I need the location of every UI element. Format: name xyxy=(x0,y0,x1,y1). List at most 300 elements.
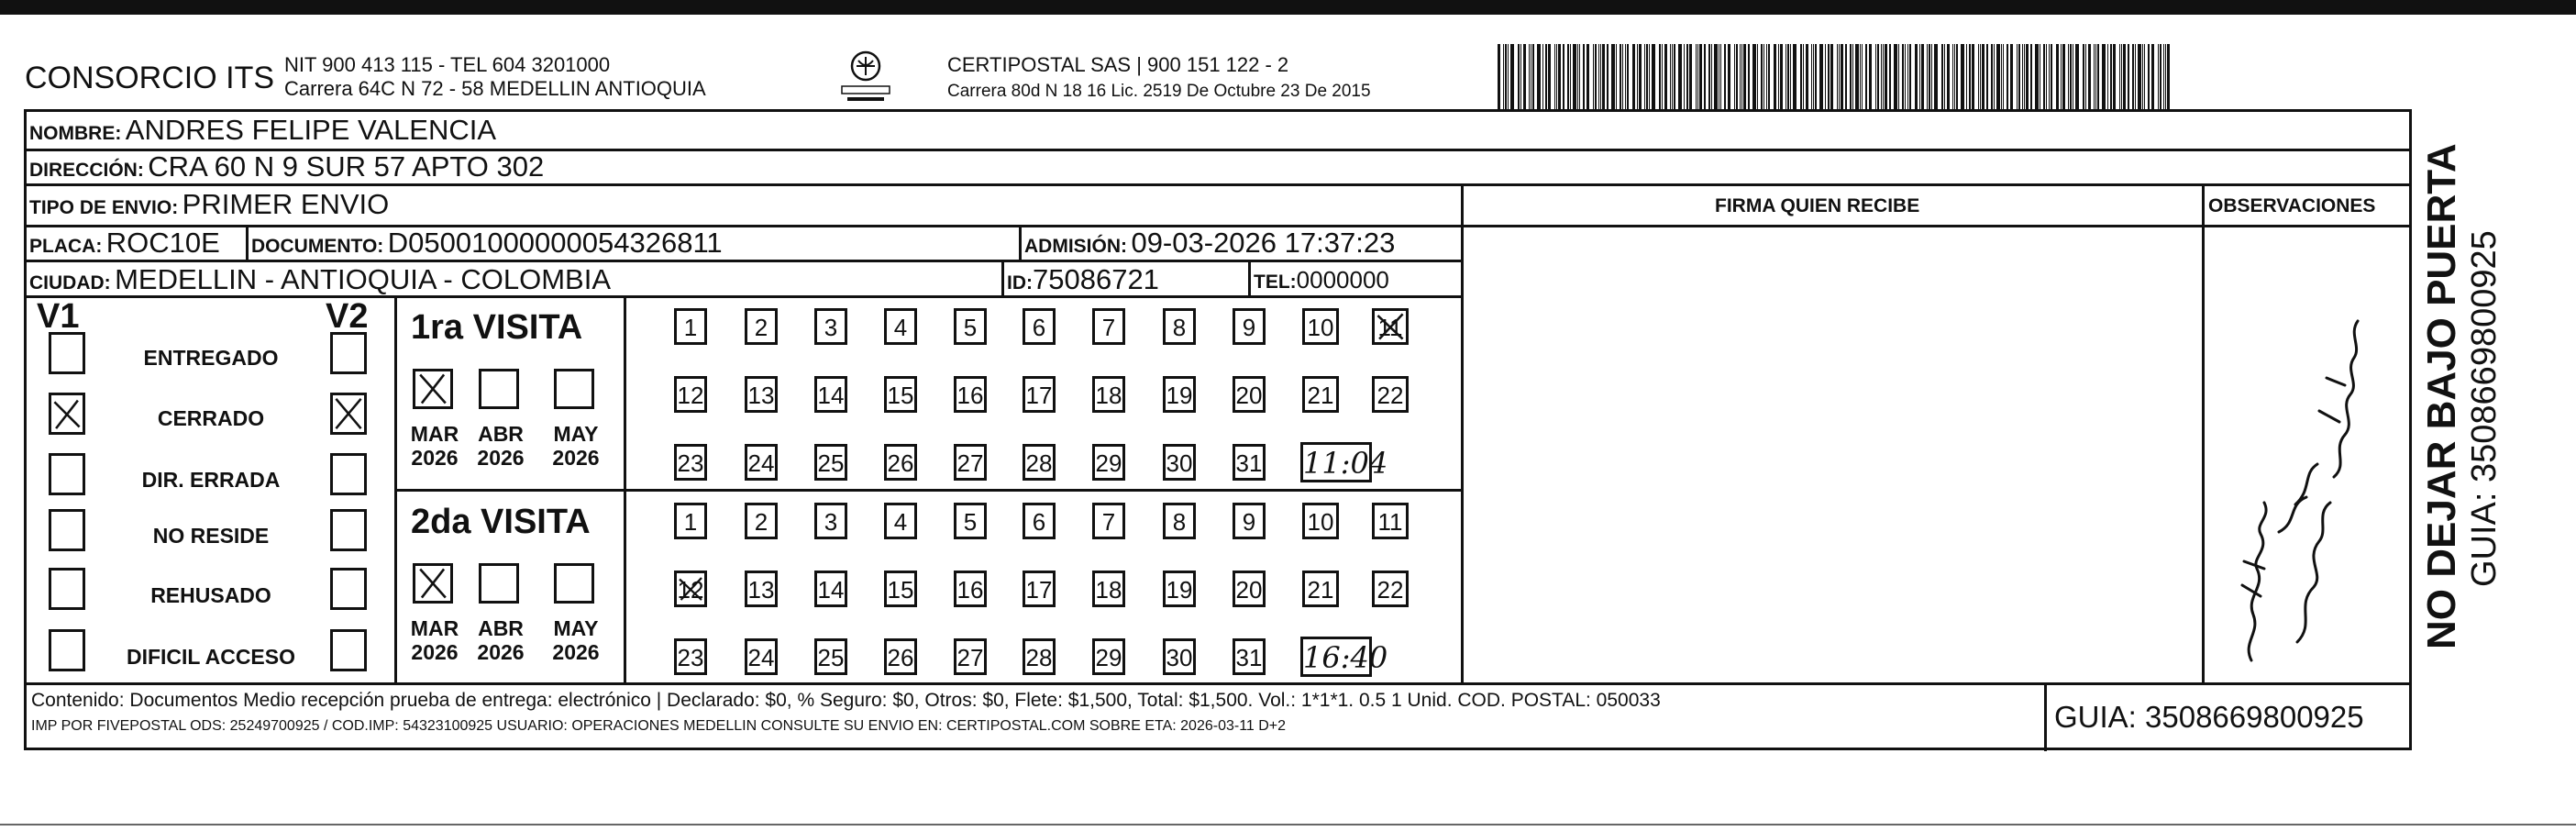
day-box[interactable] xyxy=(1163,444,1196,481)
nombre-value: ANDRES FELIPE VALENCIA xyxy=(125,114,497,146)
barcode-bar xyxy=(1573,44,1576,112)
barcode-bar xyxy=(1828,44,1830,112)
day-box[interactable] xyxy=(1023,308,1056,345)
barcode-bar xyxy=(1542,44,1543,112)
status-label: DIR. ERRADA xyxy=(141,468,281,492)
month-name: MAR xyxy=(410,422,459,446)
day-box[interactable] xyxy=(1092,571,1125,607)
barcode-bar xyxy=(2026,44,2029,112)
barcode-bar xyxy=(2097,44,2099,112)
barcode-bar xyxy=(1774,44,1776,112)
barcode-bar xyxy=(1646,44,1648,112)
carrier-name: CERTIPOSTAL SAS | 900 151 122 - 2 xyxy=(947,53,1289,76)
status-label: DIFICIL ACCESO xyxy=(126,645,295,669)
v2-checkbox[interactable] xyxy=(330,332,367,374)
day-number: 23 xyxy=(677,644,704,671)
barcode-bar xyxy=(1558,44,1561,112)
barcode-bar xyxy=(1510,44,1514,112)
barcode-bar xyxy=(1889,44,1891,112)
barcode-bar xyxy=(2135,44,2136,112)
day-box[interactable] xyxy=(1163,638,1196,675)
ciudad-cell xyxy=(29,263,611,296)
day-box[interactable] xyxy=(1163,571,1196,607)
footer-guia: GUIA: 3508669800925 xyxy=(2054,700,2364,734)
barcode-bar xyxy=(1862,44,1863,112)
day-number: 10 xyxy=(1307,314,1334,341)
barcode-bar xyxy=(2085,44,2086,112)
day-box[interactable] xyxy=(674,503,707,539)
barcode-bar xyxy=(1748,44,1750,112)
day-number: 21 xyxy=(1307,382,1334,409)
barcode-bar xyxy=(1855,44,1859,112)
barcode-bar xyxy=(1743,44,1746,112)
barcode-bar xyxy=(1996,44,2000,112)
barcode-bar xyxy=(2062,44,2065,112)
month-label xyxy=(471,616,530,664)
day-number: 25 xyxy=(817,644,845,671)
barcode-bar xyxy=(1947,44,1950,112)
barcode-bar xyxy=(2107,44,2108,112)
day-number: 22 xyxy=(1376,382,1404,409)
barcode-bar xyxy=(1787,44,1789,112)
barcode-bar xyxy=(1881,44,1882,112)
day-number: 17 xyxy=(1025,382,1053,409)
barcode-bar xyxy=(1927,44,1928,112)
day-box[interactable] xyxy=(814,571,847,607)
day-box[interactable] xyxy=(1023,503,1056,539)
day-number: 31 xyxy=(1235,644,1263,671)
admision-cell xyxy=(1024,227,1395,260)
barcode-bar xyxy=(1898,44,1899,112)
barcode-bar xyxy=(1875,44,1876,112)
month-checkbox[interactable] xyxy=(413,563,453,604)
day-box[interactable] xyxy=(814,638,847,675)
barcode-bar xyxy=(1670,44,1671,112)
day-number: 30 xyxy=(1166,449,1193,477)
footer-imp: IMP POR FIVEPOSTAL ODS: 25249700925 / COD.IMP: 54323100925 USUARIO: OPERACIONES MEDELLIN CONSULTE SU ENVIO EN: CERTIPOSTAL.COM SOBRE ETA: 2026-03-11 D+2 xyxy=(31,718,1287,734)
day-number: 19 xyxy=(1166,576,1193,604)
ciudad-label: CIUDAD: xyxy=(29,272,111,294)
barcode-bar xyxy=(1966,44,1967,112)
tipo-label: TIPO DE ENVIO: xyxy=(29,197,179,218)
day-box[interactable] xyxy=(745,376,778,413)
day-box[interactable] xyxy=(1163,376,1196,413)
barcode-bar xyxy=(1611,44,1615,112)
day-number: 15 xyxy=(887,576,914,604)
tel-value: 0000000 xyxy=(1296,266,1389,294)
v1-checkbox[interactable] xyxy=(49,453,85,495)
barcode-bar xyxy=(1556,44,1557,112)
day-box[interactable] xyxy=(1092,376,1125,413)
month-checkbox[interactable] xyxy=(413,369,453,409)
day-box[interactable] xyxy=(745,444,778,481)
month-name: MAY xyxy=(553,422,599,446)
barcode-bar xyxy=(1778,44,1779,112)
barcode-bar xyxy=(1803,44,1804,112)
month-name: MAR xyxy=(410,616,459,640)
day-box[interactable] xyxy=(1163,503,1196,539)
firma-label: FIRMA QUIEN RECIBE xyxy=(1715,195,1920,216)
barcode-bar xyxy=(1972,44,1974,112)
id-cell xyxy=(1007,263,1159,296)
side-guia: GUIA: 3508669800925 xyxy=(2465,230,2504,587)
day-box[interactable] xyxy=(1302,308,1339,345)
carrier-address: Carrera 80d N 18 16 Lic. 2519 De Octubre 23 De 2015 xyxy=(947,82,1371,101)
day-number: 26 xyxy=(887,449,914,477)
barcode-bar xyxy=(2018,44,2020,112)
barcode-bar xyxy=(1644,44,1645,112)
v1-checkbox[interactable] xyxy=(49,629,85,671)
day-box[interactable] xyxy=(954,503,987,539)
id-value: 75086721 xyxy=(1033,263,1159,295)
barcode-bar xyxy=(2051,44,2052,112)
month-name: ABR xyxy=(478,422,524,446)
barcode-bar xyxy=(1704,44,1706,112)
barcode-bar xyxy=(1529,44,1530,112)
admision-value: 09-03-2026 17:37:23 xyxy=(1131,227,1396,259)
barcode-bar xyxy=(1686,44,1688,112)
month-label xyxy=(405,616,464,664)
barcode-bar xyxy=(1991,44,1993,112)
barcode-bar xyxy=(1600,44,1601,112)
barcode-bar xyxy=(2138,44,2141,112)
barcode-bar xyxy=(1825,44,1826,112)
day-number: 29 xyxy=(1095,449,1122,477)
day-box[interactable] xyxy=(1092,444,1125,481)
day-box[interactable] xyxy=(1302,503,1339,539)
barcode-bar xyxy=(1696,44,1697,112)
day-number: 13 xyxy=(747,576,775,604)
barcode-bar xyxy=(1761,44,1763,112)
month-checkbox[interactable] xyxy=(479,563,519,604)
day-number: 14 xyxy=(817,382,845,409)
day-box[interactable] xyxy=(884,444,917,481)
barcode-bar xyxy=(1768,44,1770,112)
v2-checkbox[interactable] xyxy=(330,509,367,551)
barcode-bar xyxy=(1664,44,1667,112)
top-edge-bar xyxy=(0,0,2576,15)
day-number: 15 xyxy=(887,382,914,409)
tel-cell xyxy=(1254,266,1389,294)
barcode-bar xyxy=(1752,44,1756,112)
day-box[interactable] xyxy=(1233,376,1266,413)
barcode-bar xyxy=(2017,44,2018,112)
month-checkbox[interactable] xyxy=(479,369,519,409)
day-box[interactable] xyxy=(884,308,917,345)
v2-label: V2 xyxy=(326,297,369,336)
day-box[interactable] xyxy=(1372,308,1409,345)
day-box[interactable] xyxy=(1092,638,1125,675)
barcode-bar xyxy=(1894,44,1897,112)
barcode-bar xyxy=(1627,44,1629,112)
barcode-bar xyxy=(1934,44,1938,112)
barcode-bar xyxy=(2003,44,2004,112)
barcode-bar xyxy=(2110,44,2112,112)
day-number: 2 xyxy=(754,508,768,536)
documento-cell xyxy=(251,227,723,260)
day-box[interactable] xyxy=(884,376,917,413)
barcode-bar xyxy=(1865,44,1867,112)
barcode-bar xyxy=(1548,44,1551,112)
tipo-row xyxy=(29,188,389,221)
day-number: 9 xyxy=(1242,508,1256,536)
day-box[interactable] xyxy=(954,376,987,413)
barcode-bar xyxy=(1736,44,1738,112)
day-box[interactable] xyxy=(1023,444,1056,481)
barcode-bar xyxy=(2142,44,2143,112)
barcode-bar xyxy=(2094,44,2095,112)
day-box[interactable] xyxy=(1023,571,1056,607)
barcode-bar xyxy=(2024,44,2025,112)
day-box[interactable] xyxy=(674,444,707,481)
barcode-bar xyxy=(2022,44,2023,112)
day-box[interactable] xyxy=(745,308,778,345)
barcode-bar xyxy=(1813,44,1814,112)
day-box[interactable] xyxy=(1372,503,1409,539)
status-label: NO RESIDE xyxy=(152,524,270,548)
v1-checkbox[interactable] xyxy=(49,393,85,435)
ciudad-value: MEDELLIN - ANTIOQUIA - COLOMBIA xyxy=(115,263,611,295)
company-address: Carrera 64C N 72 - 58 MEDELLIN ANTIOQUIA xyxy=(284,77,706,100)
barcode-bar xyxy=(1869,44,1872,112)
tel-label: TEL: xyxy=(1254,271,1297,293)
day-box[interactable] xyxy=(1023,638,1056,675)
day-number: 28 xyxy=(1025,449,1053,477)
barcode-bar xyxy=(2061,44,2062,112)
barcode-bar xyxy=(1720,44,1721,112)
barcode-bar xyxy=(2001,44,2002,112)
barcode-bar xyxy=(2049,44,2050,112)
day-box[interactable] xyxy=(674,376,707,413)
barcode-bar xyxy=(1622,44,1623,112)
day-box[interactable] xyxy=(1302,376,1339,413)
day-number: 6 xyxy=(1032,314,1046,341)
barcode-bar xyxy=(1711,44,1712,112)
observaciones-handwriting xyxy=(2224,294,2371,679)
day-box[interactable] xyxy=(1233,444,1266,481)
day-box[interactable] xyxy=(1023,376,1056,413)
barcode-bar xyxy=(1532,44,1534,112)
barcode-bar xyxy=(1508,44,1509,112)
day-number: 2 xyxy=(754,314,768,341)
barcode-bar xyxy=(2132,44,2134,112)
month-label xyxy=(547,616,605,664)
day-box[interactable] xyxy=(954,638,987,675)
v2-checkbox[interactable] xyxy=(330,393,367,435)
barcode-bar xyxy=(1587,44,1589,112)
barcode-bar xyxy=(1902,44,1904,112)
barcode-bar xyxy=(1607,44,1609,112)
bottom-rule xyxy=(0,824,2576,825)
day-number: 22 xyxy=(1376,576,1404,604)
day-box[interactable] xyxy=(954,308,987,345)
barcode-bar xyxy=(1793,44,1797,112)
admision-label: ADMISIÓN: xyxy=(1024,236,1127,257)
barcode-bar xyxy=(1674,44,1675,112)
barcode-bar xyxy=(2121,44,2122,112)
day-box[interactable] xyxy=(1163,308,1196,345)
day-number: 7 xyxy=(1101,314,1116,341)
day-box[interactable] xyxy=(1233,638,1266,675)
barcode-bar xyxy=(1877,44,1879,112)
barcode-bar xyxy=(1954,44,1955,112)
v2-checkbox[interactable] xyxy=(330,568,367,610)
documento-value: D05001000000054326811 xyxy=(387,227,723,259)
day-number: 11 xyxy=(1377,314,1403,341)
barcode-bar xyxy=(1931,44,1932,112)
day-number: 13 xyxy=(747,382,775,409)
barcode-bar xyxy=(1905,44,1906,112)
footer-contenido: Contenido: Documentos Medio recepción prueba de entrega: electrónico | Declarado: $0, % Seguro: $0, Otros: $0, Flete: $1,500, Total: $1,500. Vol.: 1*1*1. 0.5 1 Unid. COD. POSTAL: 050033 xyxy=(31,690,1661,711)
day-box[interactable] xyxy=(1233,503,1266,539)
barcode-bar xyxy=(1593,44,1594,112)
day-box[interactable] xyxy=(954,571,987,607)
barcode-bar xyxy=(1503,44,1504,112)
barcode-bar xyxy=(1915,44,1918,112)
month-checkbox[interactable] xyxy=(554,563,594,604)
company-name: CONSORCIO ITS xyxy=(25,61,275,95)
v2-checkbox[interactable] xyxy=(330,453,367,495)
observaciones-label: OBSERVACIONES xyxy=(2208,195,2376,216)
day-box[interactable] xyxy=(674,571,707,607)
direccion-label: DIRECCIÓN: xyxy=(29,160,144,181)
day-number: 17 xyxy=(1025,576,1053,604)
barcode-bar xyxy=(1570,44,1571,112)
day-box[interactable] xyxy=(1233,571,1266,607)
nombre-label: NOMBRE: xyxy=(29,123,122,144)
day-number: 4 xyxy=(893,508,908,536)
barcode-bar xyxy=(1852,44,1853,112)
barcode-bar xyxy=(1986,44,1988,112)
barcode-bar xyxy=(2007,44,2008,112)
day-number: 7 xyxy=(1101,508,1116,536)
day-box[interactable] xyxy=(884,638,917,675)
barcode-bar xyxy=(2056,44,2059,112)
day-box[interactable] xyxy=(1233,308,1266,345)
v2-checkbox[interactable] xyxy=(330,629,367,671)
barcode-bar xyxy=(2160,44,2161,112)
day-box[interactable] xyxy=(1302,571,1339,607)
barcode-bar xyxy=(1672,44,1673,112)
barcode-bar xyxy=(1841,44,1843,112)
day-number: 19 xyxy=(1166,382,1193,409)
day-box[interactable] xyxy=(884,571,917,607)
month-label xyxy=(471,422,530,470)
v1-checkbox[interactable] xyxy=(49,568,85,610)
direccion-row xyxy=(29,150,544,183)
barcode xyxy=(1498,44,2181,112)
barcode-bar xyxy=(1982,44,1985,112)
day-number: 5 xyxy=(963,508,978,536)
day-box[interactable] xyxy=(674,638,707,675)
day-box[interactable] xyxy=(954,444,987,481)
day-box[interactable] xyxy=(745,571,778,607)
barcode-bar xyxy=(1602,44,1605,112)
barcode-bar xyxy=(1697,44,1698,112)
month-year: 2026 xyxy=(552,446,600,470)
placa-cell xyxy=(29,227,220,260)
barcode-bar xyxy=(2148,44,2150,112)
day-box[interactable] xyxy=(814,503,847,539)
barcode-bar xyxy=(2068,44,2069,112)
month-year: 2026 xyxy=(477,640,525,664)
barcode-bar xyxy=(1929,44,1930,112)
day-number: 27 xyxy=(956,644,984,671)
day-box[interactable] xyxy=(1372,571,1409,607)
day-box[interactable] xyxy=(1092,503,1125,539)
barcode-bar xyxy=(1845,44,1847,112)
day-number: 16 xyxy=(956,382,984,409)
documento-label: DOCUMENTO: xyxy=(251,236,384,257)
barcode-bar xyxy=(1806,44,1808,112)
day-box[interactable] xyxy=(1092,308,1125,345)
barcode-bar xyxy=(2030,44,2032,112)
barcode-bar xyxy=(1909,44,1911,112)
barcode-bar xyxy=(1800,44,1802,112)
day-number: 18 xyxy=(1095,382,1122,409)
month-label xyxy=(547,422,605,470)
barcode-bar xyxy=(1980,44,1981,112)
barcode-bar xyxy=(1498,44,1500,112)
v1-checkbox[interactable] xyxy=(49,509,85,551)
barcode-bar xyxy=(1639,44,1642,112)
signature-area xyxy=(1465,229,2199,679)
company-nit: NIT 900 413 115 - TEL 604 3201000 xyxy=(284,53,611,76)
nombre-row xyxy=(29,114,496,147)
barcode-bar xyxy=(2070,44,2072,112)
day-number: 23 xyxy=(677,449,704,477)
barcode-bar xyxy=(1815,44,1817,112)
day-box[interactable] xyxy=(1372,376,1409,413)
barcode-bar xyxy=(1907,44,1908,112)
barcode-bar xyxy=(1659,44,1661,112)
day-number: 27 xyxy=(956,449,984,477)
day-box[interactable] xyxy=(814,376,847,413)
barcode-bar xyxy=(1837,44,1838,112)
visit-title: 1ra VISITA xyxy=(411,308,583,347)
v1-label: V1 xyxy=(37,297,80,336)
barcode-bar xyxy=(1523,44,1526,112)
barcode-bar xyxy=(1941,44,1943,112)
day-number: 11 xyxy=(1377,508,1403,536)
barcode-bar xyxy=(1728,44,1730,112)
barcode-bar xyxy=(1563,44,1564,112)
day-number: 1 xyxy=(683,314,698,341)
day-box[interactable] xyxy=(745,638,778,675)
month-year: 2026 xyxy=(552,640,600,664)
day-box[interactable] xyxy=(674,308,707,345)
day-box[interactable] xyxy=(814,444,847,481)
month-checkbox[interactable] xyxy=(554,369,594,409)
day-box[interactable] xyxy=(884,503,917,539)
day-number: 14 xyxy=(817,576,845,604)
barcode-bar xyxy=(2123,44,2126,112)
day-number: 25 xyxy=(817,449,845,477)
day-number: 9 xyxy=(1242,314,1256,341)
barcode-bar xyxy=(2128,44,2129,112)
v1-checkbox[interactable] xyxy=(49,332,85,374)
barcode-bar xyxy=(1632,44,1635,112)
day-box[interactable] xyxy=(745,503,778,539)
visit-time: 11:04 xyxy=(1300,442,1372,482)
day-box[interactable] xyxy=(814,308,847,345)
barcode-bar xyxy=(1598,44,1599,112)
barcode-bar xyxy=(2158,44,2159,112)
barcode-bar xyxy=(1734,44,1735,112)
status-label: REHUSADO xyxy=(150,583,271,607)
barcode-bar xyxy=(1921,44,1924,112)
barcode-bar xyxy=(1518,44,1520,112)
